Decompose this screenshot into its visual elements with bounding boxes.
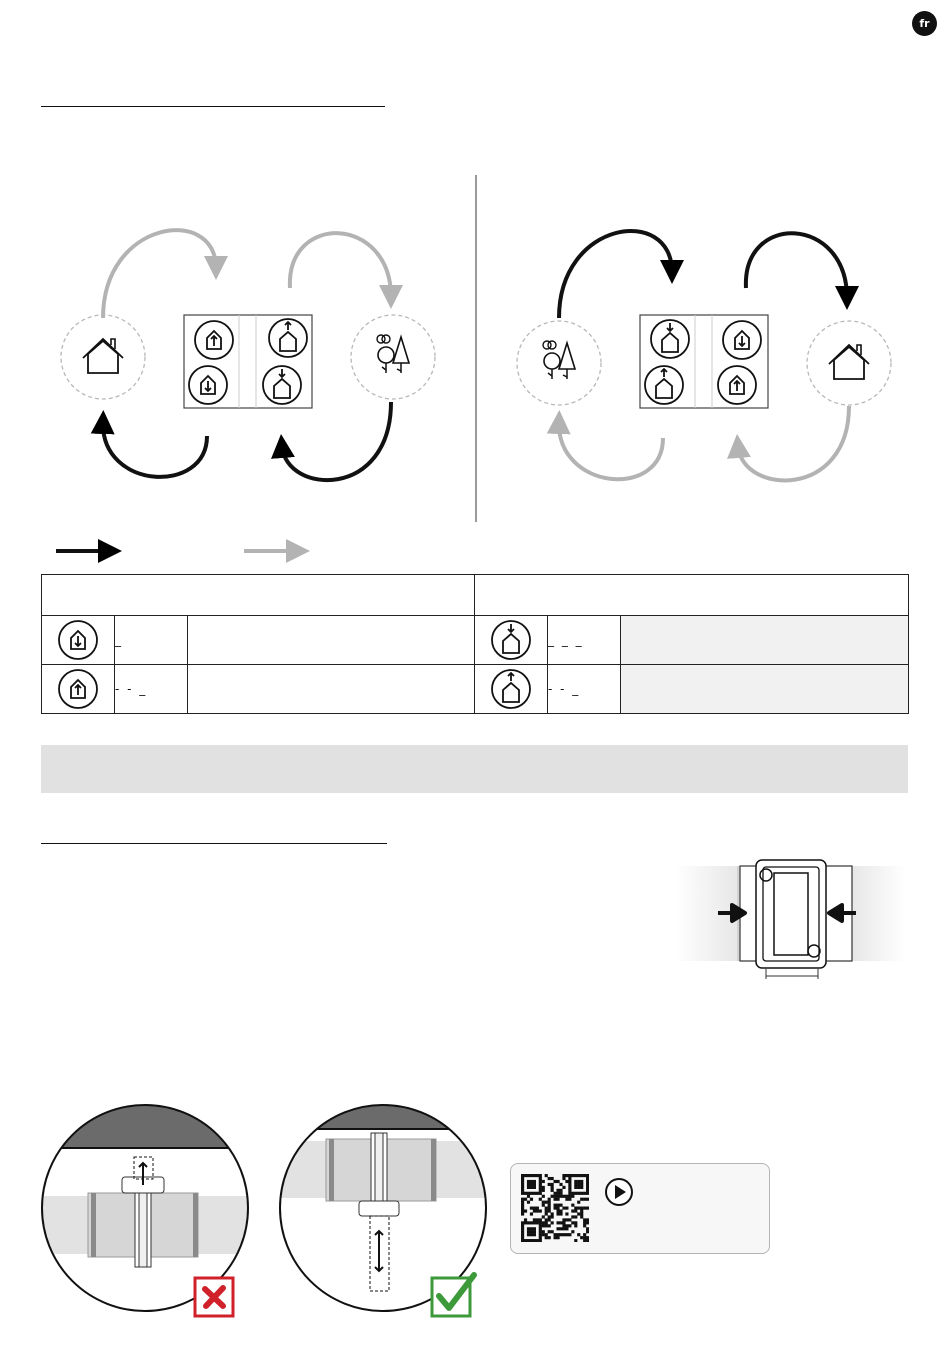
flow-legend: [54, 538, 324, 564]
light-flow-arrow: [738, 406, 849, 480]
note-banner: [41, 745, 908, 793]
supply-to-house-icon: [263, 366, 301, 404]
table-cell-description: [188, 616, 475, 665]
table-row: [42, 665, 909, 714]
supply-mode-icon: [195, 321, 233, 359]
table-header-left: [42, 575, 475, 616]
light-flow-arrow: [103, 230, 216, 318]
table-cell-marks: _ _ _: [548, 616, 621, 665]
table-cell-marks: - - _: [548, 665, 621, 714]
section-heading-rule-2: [41, 843, 387, 844]
diagram-divider: [475, 175, 477, 522]
extract-mode-icon: [723, 321, 761, 359]
play-icon[interactable]: [604, 1177, 634, 1207]
light-flow-arrow: [290, 233, 391, 297]
table-header-right: [475, 575, 909, 616]
table-row: [42, 616, 909, 665]
green-check-icon: [430, 1272, 478, 1320]
table-header-row: [42, 575, 909, 616]
table-cell-description: [621, 616, 909, 665]
extract-mode-circle-icon: [56, 618, 100, 662]
language-badge: fr: [912, 11, 937, 36]
table-cell-marks: - - _: [115, 665, 188, 714]
section-heading-rule-1: [41, 106, 385, 107]
airflow-diagram-left: [41, 210, 461, 510]
table-cell-marks: _: [115, 616, 188, 665]
extract-mode-icon: [189, 366, 227, 404]
exhaust-from-house-icon: [489, 667, 533, 711]
table-cell-description: [188, 665, 475, 714]
qr-code[interactable]: [521, 1174, 589, 1242]
indoor-zone-circle: [61, 315, 145, 399]
exhaust-from-house-icon: [269, 319, 307, 357]
supply-mode-icon: [718, 366, 756, 404]
mode-legend-table: [41, 574, 909, 714]
outdoor-icon: [543, 341, 575, 379]
duct-mounting-illustration: [670, 855, 910, 990]
supply-to-house-icon: [489, 618, 533, 662]
house-icon: [83, 339, 123, 373]
red-cross-icon: [193, 1276, 235, 1318]
house-icon: [829, 345, 869, 379]
indoor-zone-circle: [807, 321, 891, 405]
exhaust-from-house-icon: [645, 366, 683, 404]
dark-flow-arrow: [282, 402, 391, 480]
dark-flow-arrow: [103, 422, 207, 477]
airflow-diagram-right: [497, 210, 917, 510]
dark-flow-arrow: [746, 233, 847, 298]
table-cell-description: [621, 665, 909, 714]
light-flow-arrow: [559, 422, 663, 479]
dark-flow-arrow: [559, 231, 672, 318]
video-qr-panel[interactable]: [510, 1163, 770, 1254]
supply-mode-circle-icon: [56, 667, 100, 711]
supply-to-house-icon: [651, 320, 689, 358]
outdoor-icon: [377, 335, 409, 373]
